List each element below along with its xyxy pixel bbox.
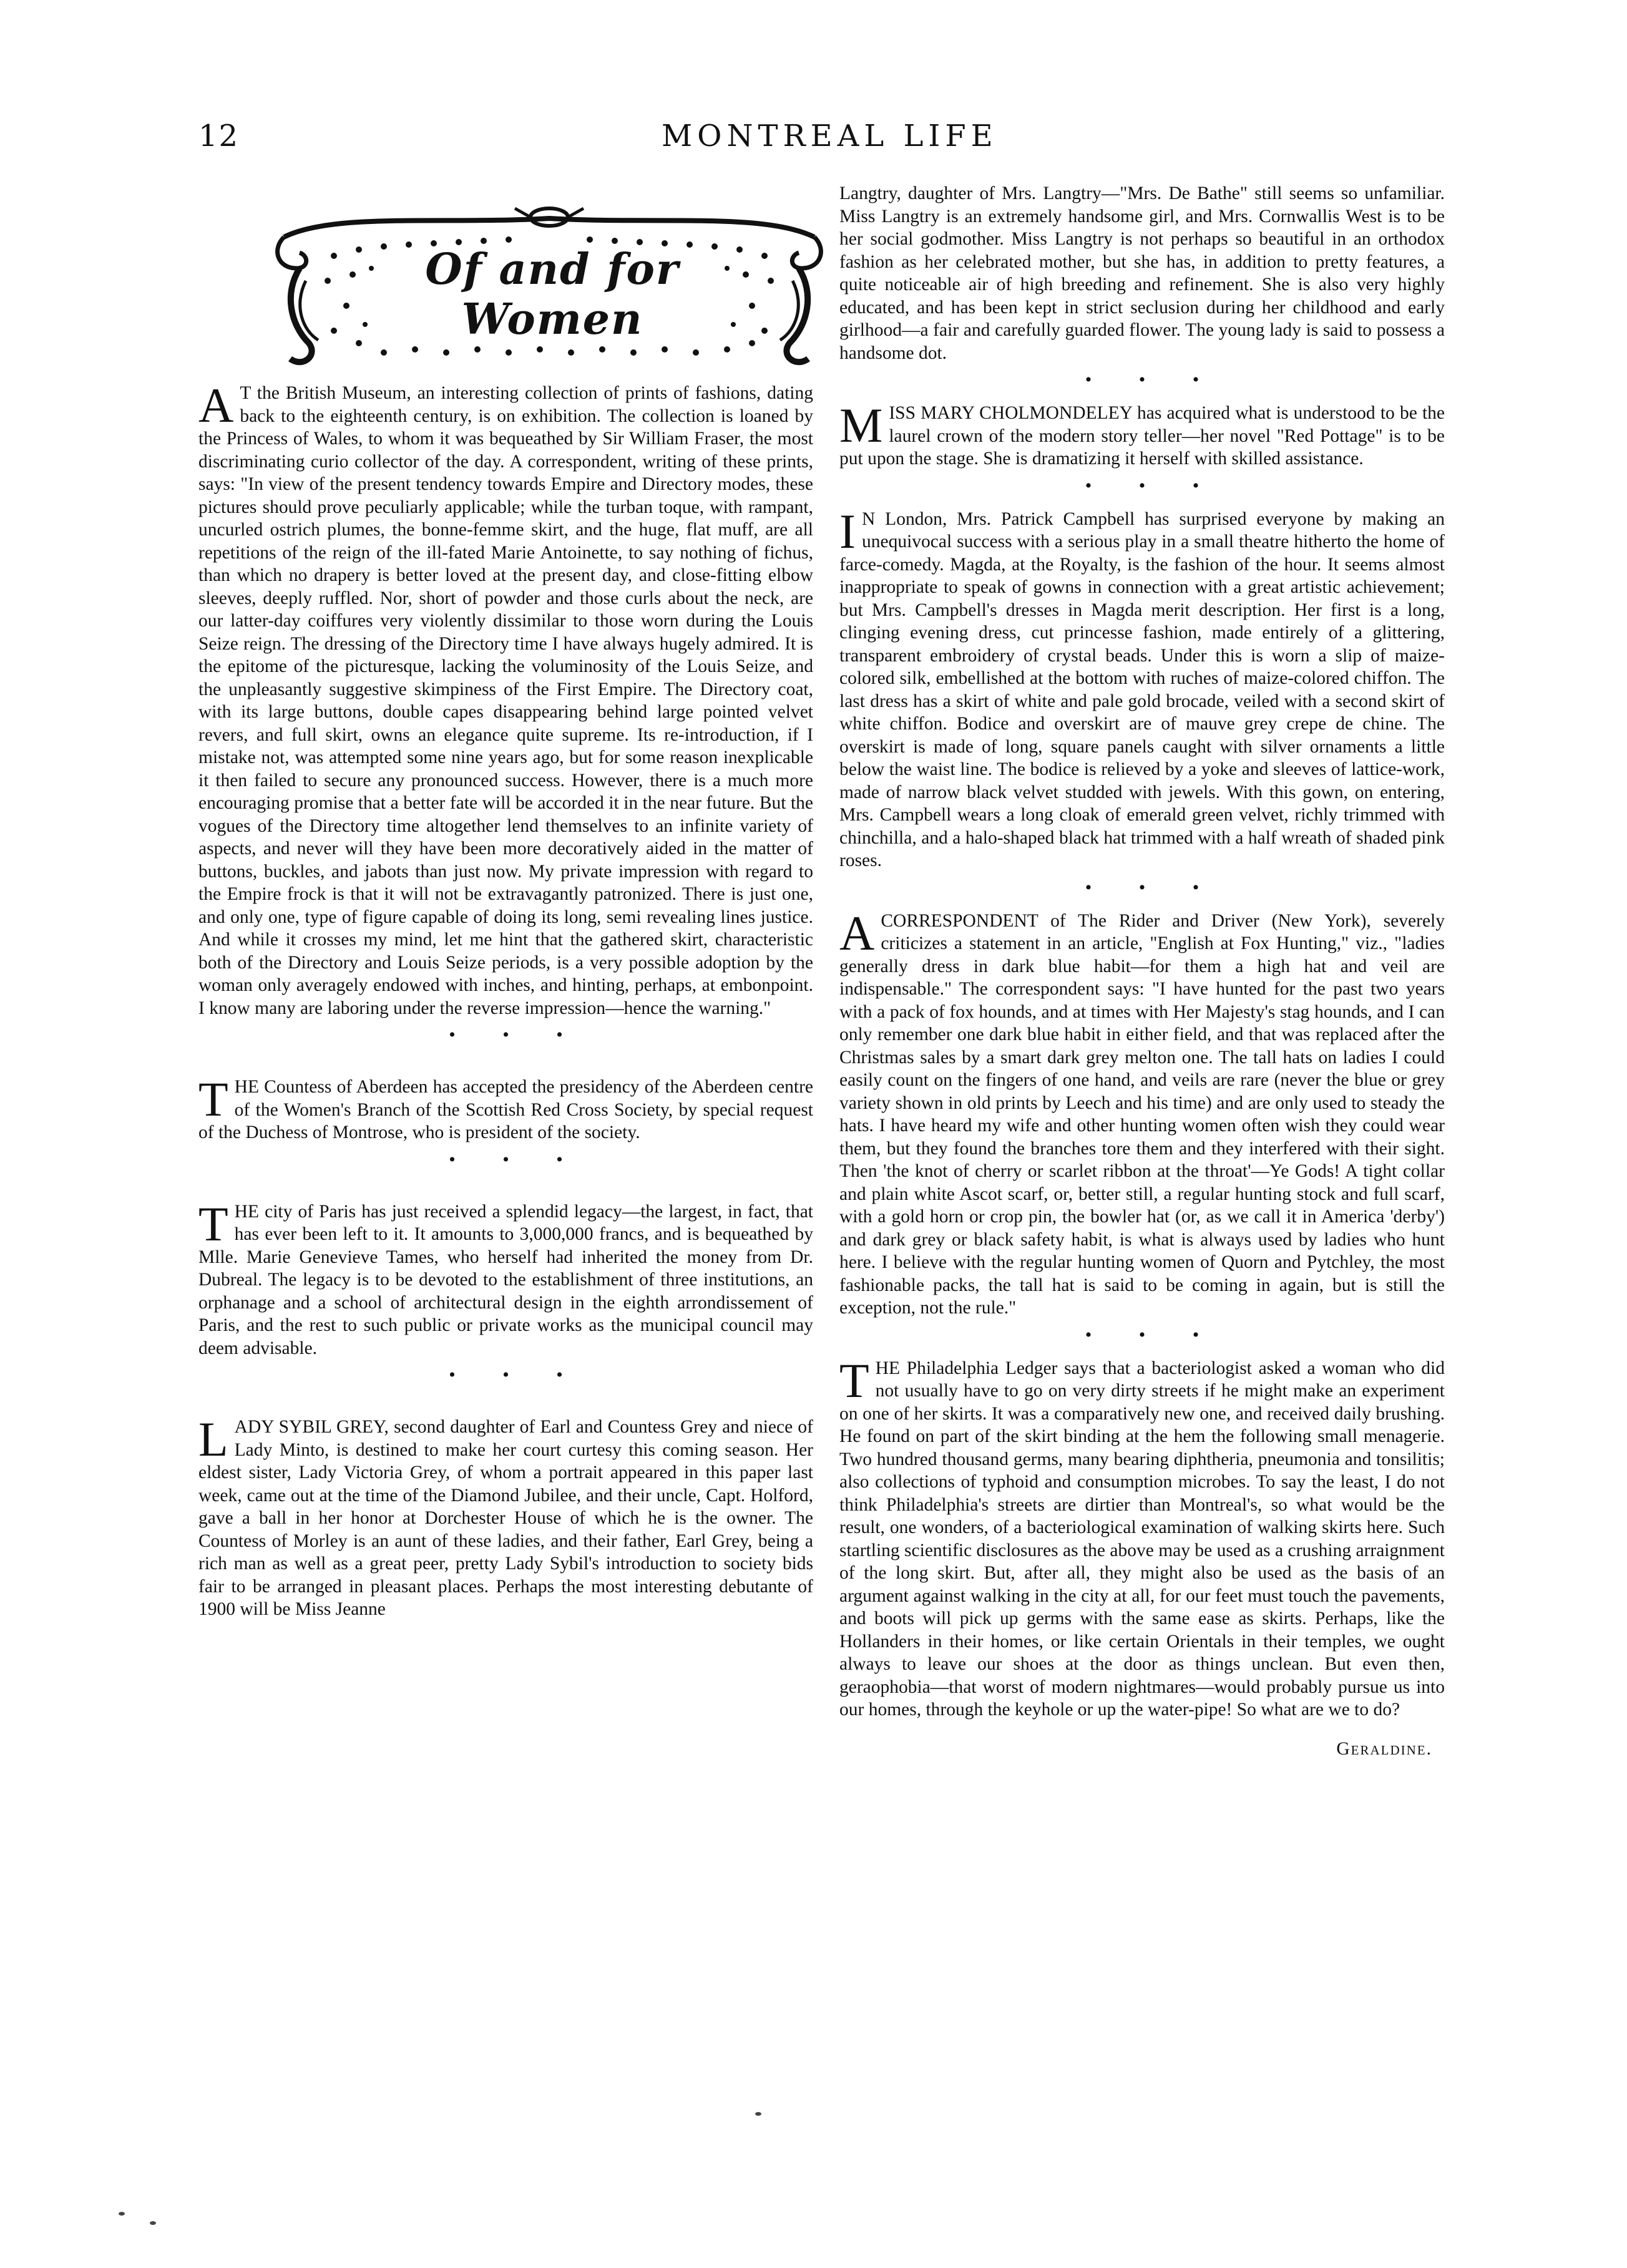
section-separator: • • • — [449, 1149, 584, 1170]
section-separator: • • • — [449, 1365, 584, 1385]
drop-cap: T — [198, 1196, 228, 1251]
left-column — [198, 378, 813, 1621]
article-museum — [198, 378, 813, 1020]
article-cholmondeley — [839, 398, 1445, 470]
section-separator: • • • — [1085, 877, 1221, 898]
drop-cap: M — [839, 398, 883, 452]
article-aberdeen — [198, 1072, 813, 1144]
drop-cap: A — [198, 378, 234, 432]
section-banner — [259, 200, 839, 374]
article-text: ADY SYBIL GREY, second daughter of Earl and Countess Grey and niece of Lady Minto, is destined to make her court curtesy this coming season. Her eldest sister, Lady Victoria Grey, of whom a portrait appeared in this paper last week, came out at the time of the Diamond Jubilee, and their uncle, Capt. Holford, gave a ball in her honor at Dorchester House of which he is the owner. The Countess of Morley is an aunt of these ladies, and their father, Earl Grey, being a rich man as well as a great peer, pretty Lady Sybil's introduction to society bids fair to be arranged in pleasant places. Perhaps the most interesting debutante of 1900 will be Miss Jeanne — [198, 1417, 813, 1619]
article-paris — [198, 1196, 813, 1360]
article-text: HE Countess of Aberdeen has accepted the presidency of the Aberdeen centre of the Women's Branch of the Scottish Red Cross Society, by special request of the Duchess of Montrose, who is president of the society. — [198, 1077, 813, 1142]
running-head: MONTREAL LIFE — [662, 119, 998, 153]
article-philadelphia — [839, 1353, 1445, 1721]
article-text: N London, Mrs. Patrick Campbell has surprised everyone by making an unequivocal success with a serious play in a small theatre hitherto the home of farce-comedy. Magda, at the Royalty, is the fashion of the hour. It seems almost inappropriate to speak of gowns in connection with a great artistic achievement; but Mrs. Campbell's dresses in Magda merit description. Her first is a long, clinging evening dress, cut princesse fashion, made entirely of a glittering, transparent embroidery of crystal beads. Under this is worn a slip of maize-colored silk, embellished at the bottom with ruches of maize-colored chiffon. The last dress has a skirt of white and pale gold brocade, veiled with a second skirt of white chiffon. Bodice and overskirt are of mauve grey crepe de chine. The overskirt is made of long, square panels caught with silver ornaments a little below the waist line. The bodice is relieved by a yoke and sleeves of lattice-work, made of narrow black velvet studded with jewels. With this gown, on entering, Mrs. Campbell wears a long cloak of emerald green velvet, richly trimmed with chinchilla, and a halo-shaped black hat trimmed with a half wreath of shaded pink roses. — [839, 509, 1445, 870]
section-separator: • • • — [449, 1024, 584, 1045]
drop-cap: T — [839, 1353, 869, 1408]
article-grey-continued — [839, 182, 1445, 364]
drop-cap: T — [198, 1072, 228, 1126]
article-grey — [198, 1412, 813, 1621]
scan-speck — [755, 2112, 761, 2116]
scan-speck — [119, 2212, 125, 2216]
section-separator: • • • — [1085, 1324, 1221, 1345]
drop-cap: L — [198, 1412, 228, 1466]
article-text: HE Philadelphia Ledger says that a bacteriologist asked a woman who did not usually have to go on very dirty streets if he might make an experiment on one of her skirts. It was a comparatively new one, and received daily brushing. He found on part of the skirt binding at the hem the following small menagerie. Two hundred thousand germs, many bearing diphtheria, pneumonia and tonsilitis; also collections of typhoid and consumption microbes. To say the least, I do not think Philadelphia's streets are dirtier than Montreal's, so what would be the result, one wonders, of a bacteriological examination of walking skirts here. Such startling scientific disclosures as the above may be used as a crushing arraignment of the long skirt. But, after all, they might also be used as the basis of an argument against walking in the city at all, for our feet must touch the pavements, and boots will pick up germs with the same ease as skirts. Perhaps, like the Hollanders in their homes, or like certain Orientals in their temples, we ought always to leave our shoes at the door as things unclean. But even then, geraophobia—that worst of modern nightmares—would probably pursue us into our homes, through the keyhole or up the water-pipe! So what are we to do? — [839, 1358, 1445, 1720]
page-number: 12 — [198, 119, 240, 153]
article-text: HE city of Paris has just received a splendid legacy—the largest, in fact, that has ever been left to it. It amounts to 3,000,000 francs, and is bequeathed by Mlle. Marie Genevieve Tames, who herself had inherited the money from Dr. Dubreal. The legacy is to be devoted to the establishment of three institutions, an orphanage and a school of architectural design in the eighth arrondissement of Paris, and the rest to such public or private works as the municipal council may deem advisable. — [198, 1201, 813, 1358]
article-campbell — [839, 504, 1445, 872]
drop-cap: A — [839, 905, 875, 960]
author-signature: Geraldine. — [1336, 1738, 1432, 1759]
section-separator: • • • — [1085, 475, 1221, 496]
section-separator: • • • — [1085, 369, 1221, 390]
article-text: ISS MARY CHOLMONDELEY has acquired what is understood to be the laurel crown of the modern story teller—her novel "Red Pottage" is to be put upon the stage. She is dramatizing it herself with skilled assistance. — [839, 403, 1445, 469]
article-rider — [839, 905, 1445, 1320]
drop-cap: I — [839, 504, 856, 558]
article-text: Langtry, daughter of Mrs. Langtry—"Mrs. De Bathe" still seems so unfamiliar. Miss Langtry is an extremely handsome girl, and Mrs. Cornwallis West is to be her social godmother. Miss Langtry is not perhaps so beautiful in an orthodox fashion as her celebrated mother, but she has, in addition to pretty features, a quite noticeable air of high breeding and refinement. She is also very highly educated, and has been kept in strict seclusion during her childhood and early girlhood—a fair and carefully guarded flower. The young lady is said to possess a handsome dot. — [839, 183, 1445, 363]
scan-speck — [150, 2221, 156, 2225]
article-text: CORRESPONDENT of The Rider and Driver (New York), severely criticizes a statement in an article, "English at Fox Hunting," viz., "ladies generally dress in dark blue habit—for them a high hat and veil are indispensable." The correspondent says: "I have hunted for the past two years with a pack of fox hounds, and at times with Her Majesty's stag hounds, and I can only remember one dark blue habit in either field, and that was replaced after the Christmas sales by a smart dark grey melton one. The tall hats on ladies I could easily count on the fingers of one hand, and veils are rare (never the blue or grey variety shown in old prints by Leech and his time) and are only used to steady the hats. I have heard my wife and other hunting women often wish they could wear them, but they found the branches tore them and they interfered with their sight. Then 'the knot of cherry or scarlet ribbon at the throat'—Ye Gods! A tight collar and plain white Ascot scarf, or, better still, a regular hunting stock and full scarf, with a gold horn or crop pin, the bowler hat (or, as we call it in America 'derby') and dark grey or black safety habit, is what is always used by ladies who hunt here. I believe with the regular hunting women of Quorn and Pytchley, the most fashionable packs, the tall hat is said to be coming in again, but is still the exception, not the rule." — [839, 910, 1445, 1318]
right-column — [839, 182, 1445, 1760]
section-title: Of and for Women — [425, 245, 680, 344]
article-text: T the British Museum, an interesting collection of prints of fashions, dating back to the eighteenth century, is on exhibition. The collection is loaned by the Princess of Wales, to whom it was bequeathed by Sir William Fraser, the most discriminating curio collector of the day. A correspondent, writing of these prints, says: "In view of the present tendency towards Empire and Directory modes, these pictures should prove peculiarly applicable; while the turban toque, with rampant, uncurled ostrich plumes, the bonne-femme skirt, and the huge, flat muff, are all repetitions of the reign of the ill-fated Marie Antoinette, to say nothing of fichus, than which no drapery is better loved at the present day, and close-fitting elbow sleeves, deeply ruffled. Nor, short of powder and those curls about the neck, are our latter-day coiffures very violently dissimilar to those worn during the Louis Seize reign. The dressing of the Directory time I have always hugely admired. It is the epitome of the picturesque, lacking the voluminosity of the Louis Seize, and the unpleasantly suggestive skimpiness of the First Empire. The Directory coat, with its large buttons, double capes disappearing behind large pointed velvet revers, and full skirt, owns an elegance quite supreme. Its re-introduction, if I mistake not, was attempted some nine years ago, but for some reason inexplicable it then failed to secure any pronounced success. However, there is a much more encouraging promise that a better fate will be accorded it in the near future. But the vogues of the Directory time altogether lend themselves to an infinite variety of aspects, and never will they have been more decoratively aided in the matter of buttons, buckles, and jabots than just now. My private impression with regard to the Empire frock is that it will not be extravagantly patronized. There is just one, and only one, type of figure capable of doing its long, semi revealing lines justice. And while it crosses my mind, let me hint that the gathered skirt, characteristic both of the Directory and Louis Seize periods, is a very possible adoption by the woman only averagely endowed with inches, and hinting, perhaps, at embonpoint. I know many are laboring under the reverse impression—hence the warning." — [198, 383, 813, 1018]
